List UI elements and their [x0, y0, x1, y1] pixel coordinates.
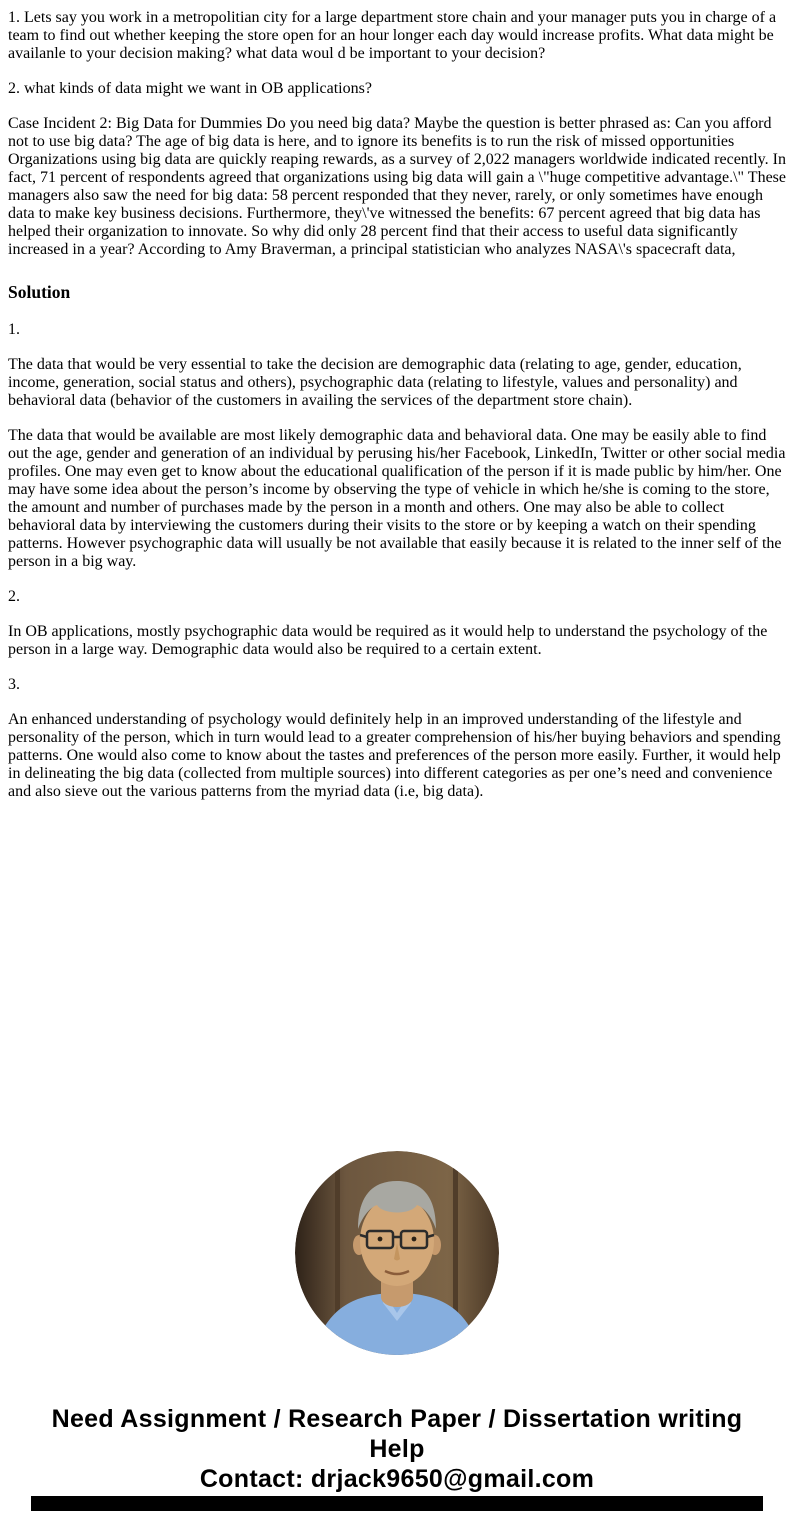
solution-item-3-label: 3.	[8, 676, 20, 693]
solution-item-2-paragraph-1: In OB applications, mostly psychographic data would be required as it would help to understand the psychology of the person in a large way. Demographic data would also be required to a certain extent.	[8, 623, 768, 658]
bottom-bar	[31, 1496, 763, 1511]
avatar	[295, 1151, 499, 1355]
solution-heading: Solution	[8, 282, 71, 302]
solution-item-3-paragraph-1: An enhanced understanding of psychology would definitely help in an improved understanding of the lifestyle and personality of the person, which in turn would lead to a greater comprehension of his/her buying behaviors and spending patterns. One would also come to know about the tastes and preferences of the person more easily. Further, it would help in delineating the big data (collected from multiple sources) into different categories as per one’s need and convenience and also sieve out the various patterns from the myriad data (i.e, big data).	[8, 711, 781, 800]
footer-help-text: Need Assignment / Research Paper / Dissertation writing Help	[51, 1405, 743, 1463]
question-1: 1. Lets say you work in a metropolitian city for a large department store chain and your manager puts you in charge of a team to find out whether keeping the store open for an hour longer each day would increase profits. What data might be availanle to your decision making? what data woul d be important to your decision?	[8, 9, 777, 62]
solution-item-2-label: 2.	[8, 588, 20, 605]
solution-item-1-label: 1.	[8, 321, 20, 338]
footer-contact-text: Contact: drjack9650@gmail.com	[199, 1465, 595, 1493]
man-portrait-photo	[295, 1151, 499, 1355]
question-2: 2. what kinds of data might we want in OB applications?	[8, 80, 372, 97]
case-incident-paragraph: Case Incident 2: Big Data for Dummies Do you need big data? Maybe the question is better phrased as: Can you afford not to use big data? The age of big data is here, and to ignore its benefits is to run the risk of missed opportunities Organizations using big data are quickly reaping rewards, as a survey of 2,022 managers worldwide indicated recently. In fact, 71 percent of respondents agreed that organizations using big data will gain a \"huge competitive advantage.\" These managers also saw the need for big data: 58 percent responded that they never, rarely, or only sometimes have enough data to make key business decisions. Furthermore, they\'ve witnessed the benefits: 67 percent agreed that big data has helped their organization to innovate. So why did only 28 percent find that their access to useful data significantly increased in a year? According to Amy Braverman, a principal statistician who analyzes NASA\'s spacecraft data,	[8, 115, 786, 258]
solution-item-1-paragraph-1: The data that would be very essential to take the decision are demographic data (relating to age, gender, education, income, generation, social status and others), psychographic data (relating to lifestyle, values and personality) and behavioral data (behavior of the customers in availing the services of the department store chain).	[8, 356, 742, 409]
solution-item-1-paragraph-2: The data that would be available are most likely demographic data and behavioral data. One may be easily able to find out the age, gender and generation of an individual by perusing his/her Facebook, LinkedIn, Twitter or other social media profiles. One may even get to know about the educational qualification of the person if it is made public by him/her. One may have some idea about the person’s income by observing the type of vehicle in which he/she is coming to the store, the amount and number of purchases made by the person in a month and others. One may also be able to collect behavioral data by interviewing the customers during their visits to the store or by keeping a watch on their spending patterns. However psychographic data will usually be not available that easily because it is related to the inner self of the person in a big way.	[8, 427, 786, 570]
footer-banner	[0, 1404, 794, 1494]
